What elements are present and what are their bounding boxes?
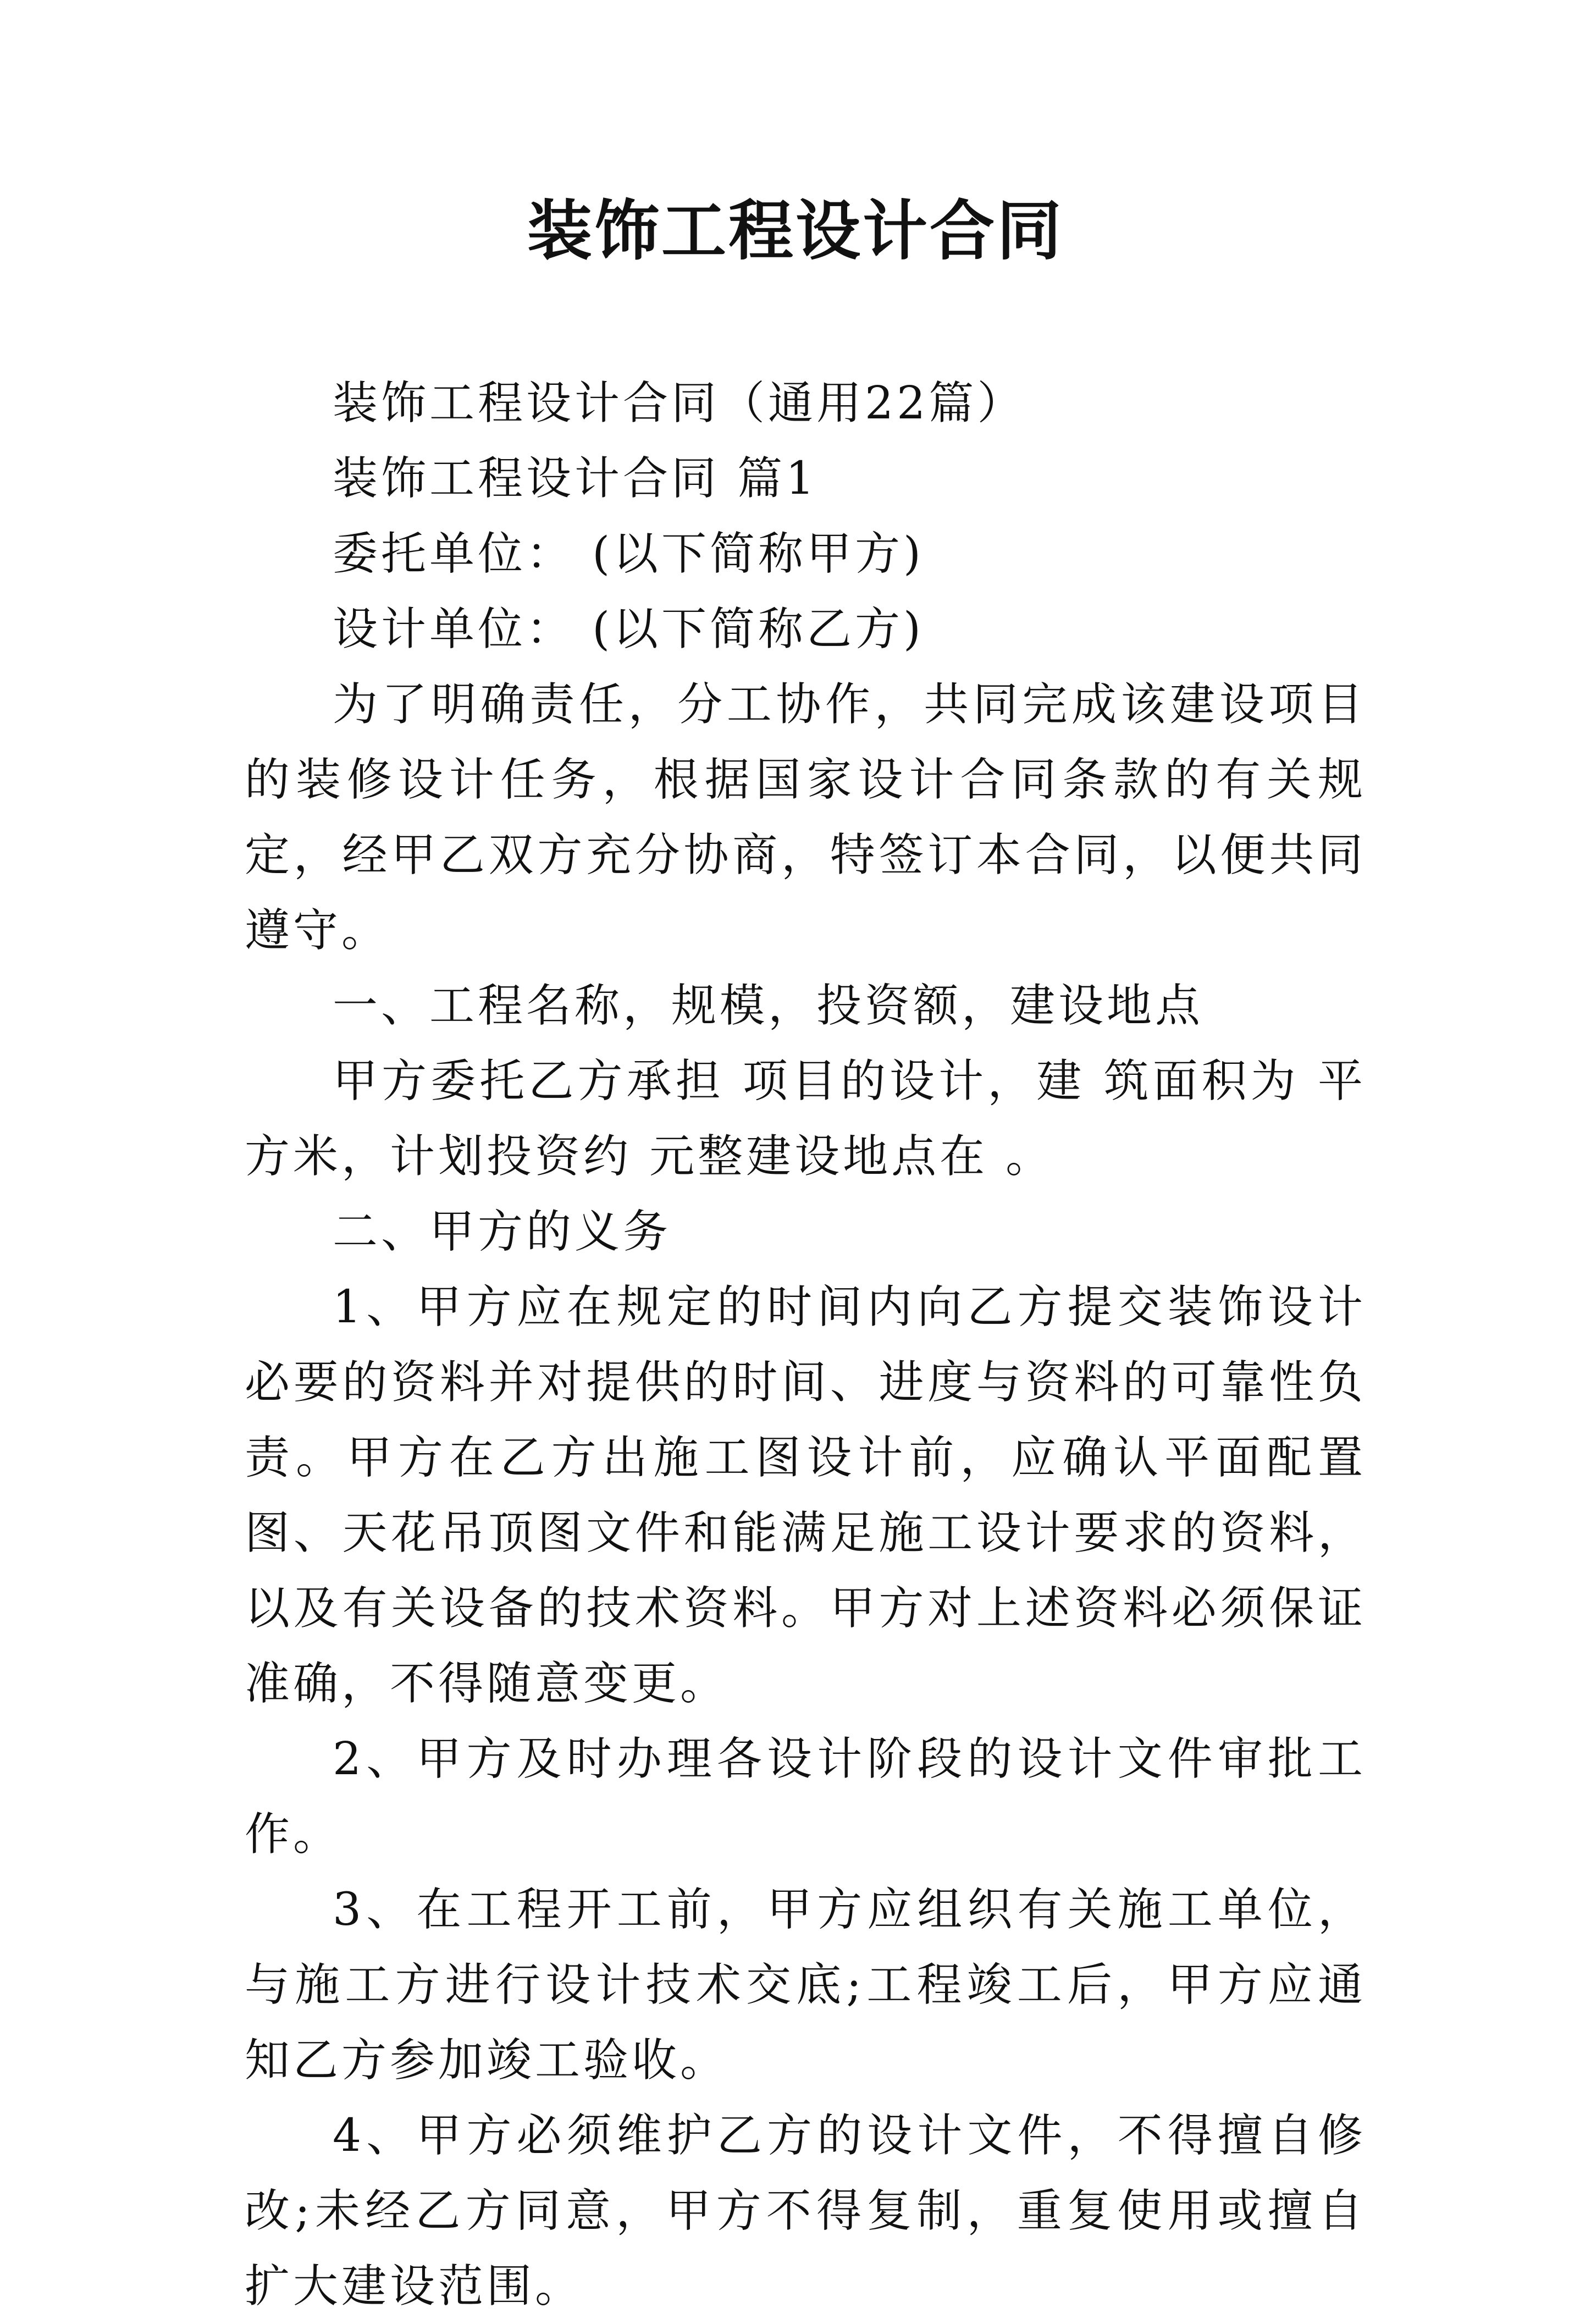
obligation-4: 4、甲方必须维护乙方的设计文件，不得擅自修改;未经乙方同意，甲方不得复制，重复使用或擅自扩大建设范围。 (245, 2110, 1366, 2312)
clause-heading-1: 一、工程名称，规模，投资额，建设地点 (333, 980, 1204, 1032)
project-paragraph: 甲方委托乙方承担 项目的设计，建 筑面积为 平方米，计划投资约 元整建设地点在 。 (245, 1055, 1366, 1183)
document-title: 装饰工程设计合同 (527, 192, 1064, 269)
designer-line: 设计单位： (以下简称乙方) (333, 603, 925, 655)
obligation-1: 1、甲方应在规定的时间内向乙方提交装饰设计必要的资料并对提供的时间、进度与资料的可靠性负责。甲方在乙方出施工图设计前，应确认平面配置图、天花吊顶图文件和能满足施工设计要求的资料，以及有关设备的技术资料。甲方对上述资料必须保证准确，不得随意变更。 (245, 1281, 1366, 1710)
intro-paragraph: 为了明确责任，分工协作，共同完成该建设项目的装修设计任务，根据国家设计合同条款的有关规定，经甲乙双方充分协商，特签订本合同，以便共同遵守。 (245, 678, 1366, 957)
obligation-3: 3、在工程开工前，甲方应组织有关施工单位，与施工方进行设计技术交底;工程竣工后，甲方应通知乙方参加竣工验收。 (245, 1884, 1366, 2086)
obligation-2: 2、甲方及时办理各设计阶段的设计文件审批工作。 (245, 1733, 1366, 1861)
section-heading: 装饰工程设计合同 篇1 (333, 452, 818, 505)
client-line: 委托单位： (以下简称甲方) (333, 528, 925, 580)
subtitle-paragraph: 装饰工程设计合同（通用22篇） (333, 377, 1026, 429)
clause-heading-2: 二、甲方的义务 (333, 1206, 672, 1258)
document-body (245, 366, 1366, 2324)
